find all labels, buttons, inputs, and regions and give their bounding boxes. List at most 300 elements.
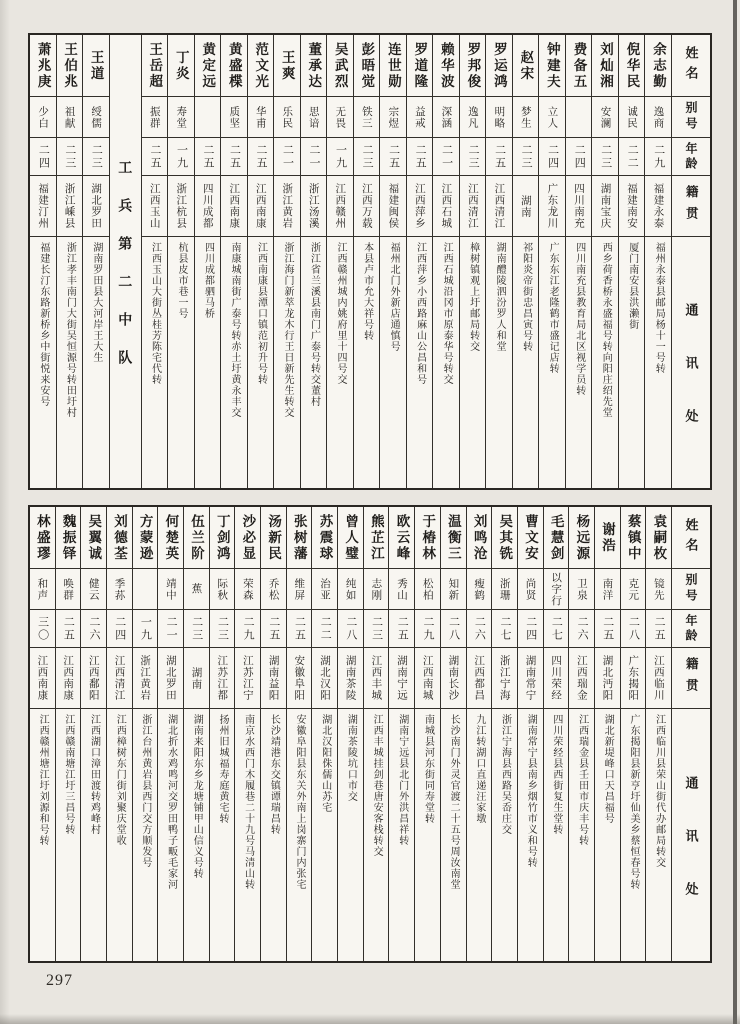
native-cell [486,175,512,236]
person-alias: 深涵 [440,105,453,129]
person-address: 九江转湖口直递汪家墩 [473,714,485,824]
age-cell [221,137,247,175]
alias-cell [621,568,646,609]
person-column [380,35,407,488]
person-age: 二三 [599,143,612,170]
scan-edge-bottom [0,1014,740,1024]
native-cell [184,647,209,708]
person-address: 江西赣南塘江圩三昌号转 [62,714,74,835]
alias-cell [235,568,260,609]
person-column [544,507,570,961]
person-age: 二四 [573,143,586,170]
person-alias: 际秋 [216,577,229,601]
age-cell [354,137,380,175]
person-alias: 靖中 [164,577,177,601]
person-name: 连世勋 [385,41,401,90]
person-address: 湖南常宁县南乡烟竹市义和号转 [525,714,537,868]
alias-cell [30,96,56,137]
age-cell [274,137,300,175]
age-cell [158,609,183,647]
age-cell [518,609,543,647]
address-cell [327,236,353,488]
column-headers [672,35,710,488]
address-cell [142,236,168,488]
person-age: 一九 [139,615,152,642]
address-cell [133,708,158,961]
person-name: 王伯兆 [62,41,78,90]
person-name: 杨远源 [574,513,590,562]
person-name: 倪华民 [624,41,640,90]
header-name [672,507,710,568]
header-address-label: 通讯处 [683,775,699,935]
person-alias: 卫泉 [575,577,588,601]
name-cell [492,507,517,568]
name-cell [645,35,671,96]
age-cell [539,137,565,175]
person-name: 刘鸣沧 [471,513,487,562]
person-address: 湖南来阳东乡龙塘铺甲山信义号转 [191,714,203,879]
person-column [158,507,184,961]
person-age: 二三 [467,143,480,170]
age-cell [261,609,286,647]
person-age: 二三 [90,143,103,170]
name-cell [57,35,83,96]
name-cell [518,507,543,568]
scan-shade-left [0,0,10,1024]
person-alias: 克元 [627,577,640,601]
person-name: 曹文安 [522,513,538,562]
person-address: 湖北折水鸡鸣河交罗田鸭子畈毛家河 [165,714,177,890]
alias-cell [460,96,486,137]
address-cell [248,236,274,488]
person-alias: 逸商 [652,105,665,129]
person-column [327,35,354,488]
person-age: 二二 [319,615,332,642]
person-native: 湖北沔阳 [601,655,614,701]
address-cell [30,236,56,488]
alias-cell [544,568,569,609]
header-native [672,175,710,236]
person-native: 湖南宁远 [396,655,409,701]
person-native: 浙江黄岩 [281,183,294,229]
person-native: 湖北汉阳 [318,655,331,701]
alias-cell [539,96,565,137]
header-address-label: 通讯处 [683,303,699,462]
person-age: 二五 [228,143,241,170]
alias-cell [221,96,247,137]
person-column [184,507,210,961]
alias-cell [142,96,168,137]
person-column [415,507,441,961]
header-name-label: 姓名 [683,45,699,86]
address-cell [592,236,618,488]
header-age [672,609,710,647]
person-age: 二四 [546,143,559,170]
native-cell [107,647,132,708]
name-cell [56,507,81,568]
person-address: 厦门南安县洪濑街 [626,242,638,330]
person-name: 刘灿湘 [597,41,613,90]
native-cell [513,175,539,236]
native-cell [467,647,492,708]
name-cell [592,35,618,96]
person-native: 浙江宁海 [498,655,511,701]
person-native: 广东揭阳 [627,655,640,701]
address-cell [261,708,286,961]
address-cell [460,236,486,488]
person-native: 江西都昌 [473,655,486,701]
native-cell [301,175,327,236]
person-column [56,507,82,961]
address-cell [195,236,221,488]
person-name: 吴武烈 [332,41,348,90]
person-alias: 少白 [37,105,50,129]
address-cell [645,236,671,488]
header-alias-label: 别号 [684,101,698,133]
person-native: 江西南康 [254,183,267,229]
person-age: 二五 [414,143,427,170]
native-cell [389,647,414,708]
person-age: 二一 [440,143,453,170]
native-cell [619,175,645,236]
person-age: 二四 [37,143,50,170]
person-age: 二四 [113,615,126,642]
person-address: 南京水西门木履巷二十九号马清山转 [242,714,254,890]
address-cell [595,708,620,961]
name-cell [544,507,569,568]
alias-cell [261,568,286,609]
age-cell [56,609,81,647]
age-cell [287,609,312,647]
person-column [646,507,672,961]
person-address: 安徽阜阳县东关外南上岗寨门内张宅 [294,714,306,890]
person-age: 二七 [499,615,512,642]
name-cell [133,507,158,568]
native-cell [56,647,81,708]
person-native: 浙江汤溪 [307,183,320,229]
person-age: 二五 [493,143,506,170]
person-column [354,35,381,488]
address-cell [221,236,247,488]
person-address: 湖南茶陵坑口市交 [345,714,357,802]
person-name: 欧云峰 [394,513,410,562]
person-alias: 健云 [87,577,100,601]
person-address: 浙江孝丰南门大街吴恒源号转田圩村 [64,242,76,418]
person-column [467,507,493,961]
native-cell [518,647,543,708]
person-name: 吴其铣 [497,513,513,562]
person-address: 樟树镇观上圩邮局转交 [467,242,479,352]
person-alias: 寿堂 [175,105,188,129]
name-cell [646,507,671,568]
person-alias: 尚贤 [524,577,537,601]
address-cell [467,708,492,961]
alias-cell [195,96,221,137]
person-age: 二九 [421,615,434,642]
native-cell [380,175,406,236]
name-cell [327,35,353,96]
person-column [338,507,364,961]
person-age: 二四 [524,615,537,642]
person-address: 江西丰城挂剑巷唐安客栈转交 [371,714,383,857]
person-native: 福建永泰 [652,183,665,229]
person-column [433,35,460,488]
alias-cell [83,96,109,137]
age-cell [569,609,594,647]
person-address: 江西玉山大街丛桂芳陈宅代转 [149,242,161,385]
person-column [592,35,619,488]
person-address: 江西湖口漳田渡转鸡峰村 [88,714,100,835]
person-column [407,35,434,488]
person-native: 江西石城 [440,183,453,229]
age-cell [621,609,646,647]
alias-cell [646,568,671,609]
age-cell [592,137,618,175]
name-cell [235,507,260,568]
address-cell [354,236,380,488]
person-name: 黄盛楪 [226,41,242,90]
person-native: 浙江嵊县 [63,183,76,229]
alias-cell [248,96,274,137]
alias-cell [312,568,337,609]
person-column [210,507,236,961]
person-alias: 思谙 [307,105,320,129]
person-alias: 瘦鹤 [473,577,486,601]
age-cell [407,137,433,175]
person-native: 江西玉山 [148,183,161,229]
person-name: 罗运鸿 [491,41,507,90]
person-name: 彭晤觉 [359,41,375,90]
person-native: 浙江杭县 [175,183,188,229]
name-cell [210,507,235,568]
person-name: 赵宋 [518,49,534,82]
native-cell [539,175,565,236]
native-cell [287,647,312,708]
person-native: 湖南 [519,194,532,218]
native-cell [364,647,389,708]
person-address: 浙江海门新萃龙木行王日新先生转交 [282,242,294,418]
alias-cell [158,568,183,609]
alias-cell [56,568,81,609]
person-address: 福州北门外新店通慎号 [388,242,400,352]
age-cell [492,609,517,647]
person-column [81,507,107,961]
person-column [364,507,390,961]
person-native: 安徽阜阳 [293,655,306,701]
person-age: 二九 [242,615,255,642]
alias-cell [57,96,83,137]
name-cell [30,507,55,568]
person-column [195,35,222,488]
column-headers [672,507,710,961]
alias-cell [274,96,300,137]
person-address: 福州永泰县邮局杨十一号转 [653,242,665,374]
person-name: 蔡镇中 [625,513,641,562]
person-column [133,507,159,961]
alias-cell [364,568,389,609]
person-column [518,507,544,961]
person-name: 曾人璧 [343,513,359,562]
native-cell [566,175,592,236]
person-column [621,507,647,961]
name-cell [415,507,440,568]
person-native: 江西鄱阳 [87,655,100,701]
name-cell [221,35,247,96]
person-name: 萧兆庚 [35,41,51,90]
person-name: 沙必显 [240,513,256,562]
alias-cell [380,96,406,137]
alias-cell [287,568,312,609]
header-native-label: 籍贯 [684,656,699,700]
alias-cell [645,96,671,137]
person-name: 刘德荃 [111,513,127,562]
person-age: 二六 [473,615,486,642]
address-cell [274,236,300,488]
alias-cell [569,568,594,609]
person-alias: 蕉 [190,583,203,595]
person-alias: 志刚 [370,577,383,601]
address-cell [389,708,414,961]
person-column [486,35,513,488]
address-cell [539,236,565,488]
person-age: 二八 [627,615,640,642]
name-cell [433,35,459,96]
name-cell [513,35,539,96]
person-column [595,507,621,961]
name-cell [407,35,433,96]
age-cell [467,609,492,647]
person-column [235,507,261,961]
person-native: 湖南宝庆 [599,183,612,229]
person-alias: 铁三 [360,105,373,129]
person-alias: 逸凡 [466,105,479,129]
name-cell [539,35,565,96]
address-cell [107,708,132,961]
person-native: 江西万载 [360,183,373,229]
native-cell [142,175,168,236]
alias-cell [415,568,440,609]
header-age-label: 年龄 [684,141,698,172]
person-name: 方蒙逊 [137,513,153,562]
age-cell [513,137,539,175]
person-name: 魏振铎 [60,513,76,562]
address-cell [646,708,671,961]
alias-cell [301,96,327,137]
native-cell [168,175,194,236]
person-name: 范文光 [253,41,269,90]
person-native: 湖南益阳 [267,655,280,701]
name-cell [83,35,109,96]
person-age: 二五 [396,615,409,642]
header-age [672,137,710,175]
person-name: 钟建夫 [544,41,560,90]
person-alias: 益戒 [413,105,426,129]
age-cell [142,137,168,175]
address-cell [569,708,594,961]
name-cell [621,507,646,568]
address-cell [30,708,55,961]
person-address: 南城县河东街同寿堂转 [422,714,434,824]
roster-table-top [28,33,712,490]
person-column [142,35,169,488]
person-address: 长沙靖港东交镇谭瑞昌转 [268,714,280,835]
person-age: 二五 [601,615,614,642]
person-age: 二五 [293,615,306,642]
person-column [168,35,195,488]
person-column [261,507,287,961]
person-age: 二三 [370,615,383,642]
age-cell [184,609,209,647]
alias-cell [592,96,618,137]
address-cell [301,236,327,488]
age-cell [433,137,459,175]
person-name: 温衡三 [445,513,461,562]
person-name: 黄定远 [200,41,216,90]
address-cell [83,236,109,488]
person-alias: 质坚 [228,105,241,129]
person-address: 江西临川县荣山街代办邮局转交 [653,714,665,868]
name-cell [364,507,389,568]
person-address: 江西南康县潭口镇范初升号转 [255,242,267,385]
native-cell [30,647,55,708]
person-address: 湖南罗田县大河岸王大生 [90,242,102,363]
person-native: 福建南安 [625,183,638,229]
header-address [672,236,710,488]
roster-table-bottom [28,505,712,963]
age-cell [248,137,274,175]
name-cell [441,507,466,568]
person-age: 二五 [387,143,400,170]
name-cell [380,35,406,96]
name-cell [467,507,492,568]
header-name [672,35,710,96]
age-cell [301,137,327,175]
person-age: 二八 [447,615,460,642]
person-age: 二六 [88,615,101,642]
person-native: 江西瑞金 [575,655,588,701]
address-cell [518,708,543,961]
person-column [83,35,110,488]
person-age: 二五 [255,143,267,170]
person-address: 江西萍乡小西路麻山公昌和号 [414,242,426,385]
page-number: 297 [46,972,73,989]
person-native: 江苏江都 [216,655,229,701]
person-column [248,35,275,488]
person-alias: 维屏 [293,577,306,601]
person-age: 二三 [216,615,229,642]
person-age: 二五 [148,143,161,170]
age-cell [57,137,83,175]
person-native: 江西赣州 [334,183,347,229]
native-cell [569,647,594,708]
header-address [672,708,710,961]
name-cell [338,507,363,568]
native-cell [645,175,671,236]
person-alias: 南洋 [601,577,614,601]
age-cell [441,609,466,647]
person-address: 江西赣州城内姚府里十四号交 [335,242,347,385]
person-age: 二五 [201,143,214,170]
person-name: 谢浩 [600,521,616,554]
person-native: 四川南充 [572,183,585,229]
person-native: 湖南长沙 [447,655,460,701]
person-native: 江苏江宁 [241,655,254,701]
person-column [107,507,133,961]
person-address: 南康城南街广泰号转赤土圩黄永丰交 [228,242,240,418]
person-alias: 以字行 [550,571,563,607]
address-cell [415,708,440,961]
person-name: 何楚英 [163,513,179,562]
